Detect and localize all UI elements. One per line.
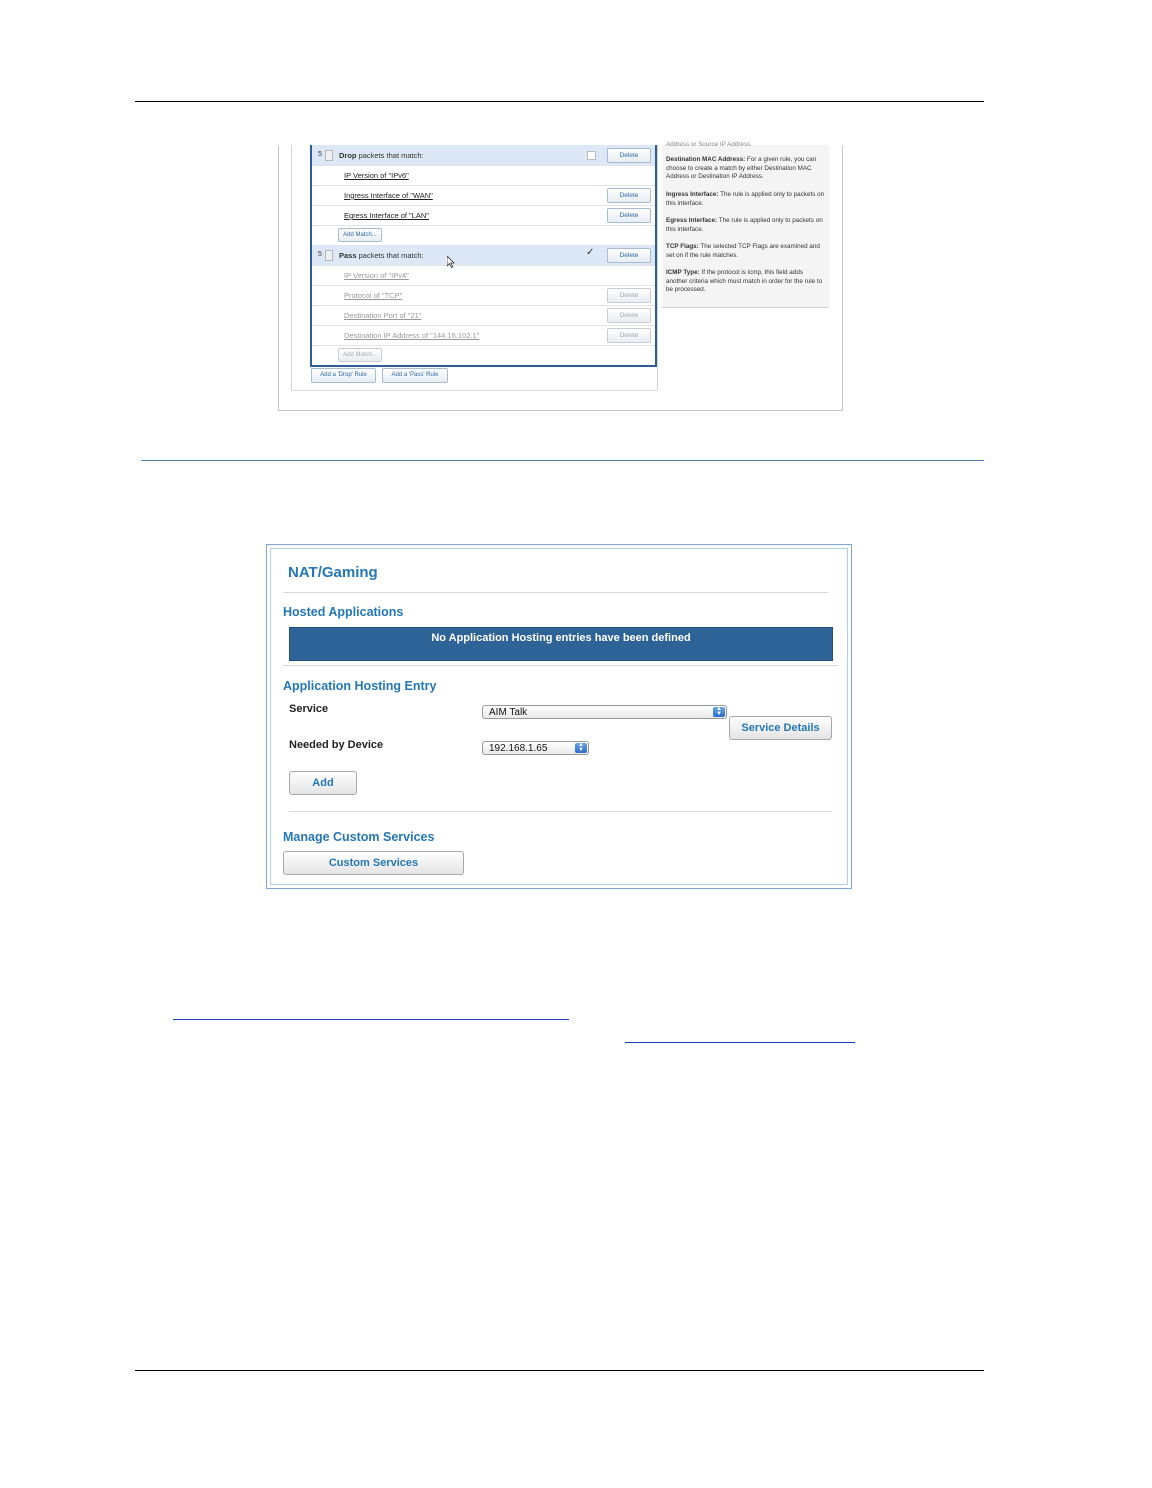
application-hosting-entry-heading: Application Hosting Entry <box>283 679 437 693</box>
drag-handle-icon[interactable] <box>325 150 333 161</box>
help-panel <box>662 141 829 308</box>
add-drop-rule-button[interactable]: Add a 'Drop' Rule <box>311 368 376 383</box>
add-match-button[interactable]: Add Match... <box>338 228 382 242</box>
custom-services-button[interactable]: Custom Services <box>283 851 464 875</box>
service-select[interactable] <box>482 705 727 719</box>
delete-rule-button[interactable]: Delete <box>607 248 651 263</box>
delete-match-button[interactable]: Delete <box>607 208 651 223</box>
delete-rule-button[interactable]: Delete <box>607 148 651 163</box>
help-item: ICMP Type: If the protocol is icmp, this field adds another criteria which must match in order for the rule to be processed. <box>666 269 823 294</box>
service-select-value: AIM Talk <box>489 707 528 718</box>
rule-action: Drop <box>339 151 357 160</box>
page-title: NAT/Gaming <box>288 564 378 581</box>
empty-hosting-banner: No Application Hosting entries have been defined <box>289 627 833 661</box>
select-arrows-icon: ▲ ▼ <box>713 707 725 717</box>
match-row <box>312 165 655 186</box>
delete-match-button[interactable]: Delete <box>607 328 651 343</box>
help-top-fragment: Address or Source IP Address. <box>666 141 752 148</box>
rules-panel <box>291 145 658 391</box>
rule-title <box>339 151 424 160</box>
match-row <box>312 305 655 326</box>
match-row <box>312 325 655 346</box>
device-select-value: 192.168.1.65 <box>489 743 548 754</box>
match-row <box>312 265 655 286</box>
link-underline[interactable] <box>625 1042 855 1043</box>
rule-number: 5 <box>318 151 322 158</box>
add-pass-rule-button[interactable]: Add a 'Pass' Rule <box>382 368 448 383</box>
add-button[interactable]: Add <box>289 771 357 795</box>
rules-list <box>310 145 657 367</box>
device-select[interactable] <box>482 741 589 755</box>
add-match-row <box>312 225 655 246</box>
divider <box>283 592 828 593</box>
match-link[interactable]: Destination Port of "21" <box>344 311 422 320</box>
help-item: Destination MAC Address: For a given rule, you can choose to create a match by either Destination MAC Address or Destination IP Address. <box>666 156 817 181</box>
rule-title <box>339 251 424 260</box>
add-match-button[interactable]: Add Match... <box>338 348 382 362</box>
add-match-row <box>312 345 655 365</box>
match-link[interactable]: Protocol of "TCP" <box>344 291 403 300</box>
help-item: Egress Interface: The rule is applied only to packets on this interface. <box>666 217 823 233</box>
match-link[interactable]: IP Version of "IPv4" <box>344 271 409 280</box>
rule-header-drop[interactable] <box>312 145 655 166</box>
delete-match-button[interactable]: Delete <box>607 188 651 203</box>
help-item: TCP Flags: The selected TCP Flags are examined and set on if the rule matches. <box>666 243 820 259</box>
rule-enabled-checkbox[interactable] <box>587 151 596 160</box>
delete-match-button[interactable]: Delete <box>607 288 651 303</box>
nat-gaming-screenshot <box>266 544 852 889</box>
rule-suffix: packets that match: <box>356 251 424 260</box>
select-arrows-icon: ▲ ▼ <box>575 743 587 753</box>
service-label: Service <box>289 703 329 715</box>
delete-match-button[interactable]: Delete <box>607 308 651 323</box>
match-row <box>312 185 655 206</box>
page-footer-rule <box>135 1370 984 1371</box>
divider <box>289 811 832 812</box>
drag-handle-icon[interactable] <box>325 250 333 261</box>
service-details-button[interactable]: Service Details <box>729 716 832 740</box>
match-link[interactable]: Ingress Interface of "WAN" <box>344 191 433 200</box>
rule-action: Pass <box>339 251 357 260</box>
nat-gaming-panel <box>270 548 848 885</box>
hosted-applications-heading: Hosted Applications <box>283 605 404 619</box>
mouse-cursor-icon <box>447 255 455 273</box>
firewall-rules-screenshot <box>278 141 843 411</box>
divider <box>283 665 838 666</box>
rule-header-pass[interactable] <box>312 245 655 266</box>
page-header-rule <box>135 101 984 102</box>
match-row <box>312 285 655 306</box>
link-underline[interactable] <box>173 1019 569 1020</box>
match-link[interactable]: Destination IP Address of "144.16.102.1" <box>344 331 480 340</box>
rule-suffix: packets that match: <box>356 151 424 160</box>
match-row <box>312 205 655 226</box>
needed-by-device-label: Needed by Device <box>289 739 384 751</box>
manage-custom-services-heading: Manage Custom Services <box>283 830 435 844</box>
section-rule <box>141 460 984 461</box>
match-link[interactable]: Egress Interface of "LAN" <box>344 211 429 220</box>
checkmark-icon[interactable]: ✓ <box>586 247 595 258</box>
help-item: Ingress Interface: The rule is applied only to packets on this interface. <box>666 191 825 207</box>
match-link[interactable]: IP Version of "IPv6" <box>344 171 409 180</box>
rule-number: 5 <box>318 251 322 258</box>
